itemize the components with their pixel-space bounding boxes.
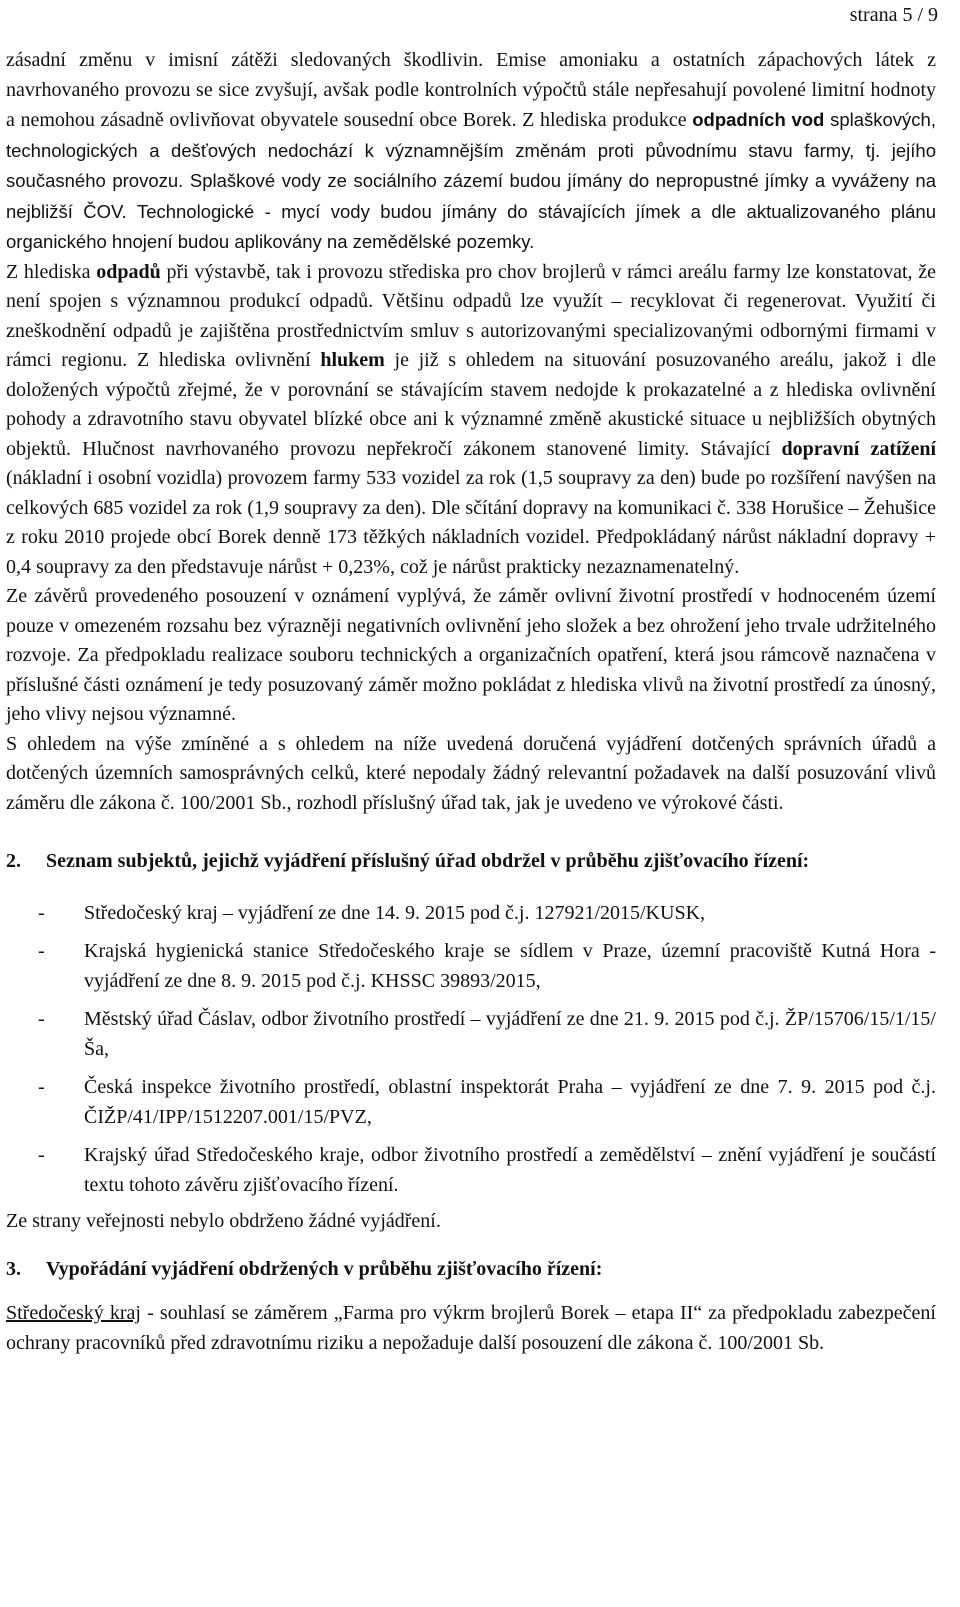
list-item-text: Krajský úřad Středočeského kraje, odbor životního prostředí a zemědělství – znění vyjádření je součástí textu tohoto závěru zjišťovacího řízení. bbox=[84, 1144, 936, 1196]
text-run: při výstavbě, tak i provozu střediska pro chov brojlerů v rámci areálu farmy lze konstatovat, že není spojen s významnou produkcí odpadů. Většinu odpadů lze využít – recyklovat či regenerovat. Využití či zneškodnění odpadů je zajištěna prostřednictvím smluv s autorizovanými specializovanými odbornými firmami v rámci regionu. Z hlediska ovlivnění bbox=[6, 260, 936, 371]
paragraph-emissions-wastewater bbox=[6, 46, 936, 258]
statements-list bbox=[6, 899, 936, 1201]
list-item bbox=[6, 1073, 936, 1132]
text-run: splaškových, technologických a dešťových nedochází k významnějším změnám proti původnímu stavu farmy, tj. jejího současného provozu. Splaškové vody ze sociálního zázemí budou jímány do nepropustné jímky a vyváženy na nejbližší ČOV. Technologické - mycí vody budou jímány do stávajících jímek a dle aktualizovaného plánu organického hnojení budou aplikovány na zemědělské pozemky. bbox=[6, 109, 936, 252]
list-item-text: Krajská hygienická stanice Středočeského kraje se sídlem v Praze, územní pracoviště Kutná Hora - vyjádření ze dne 8. 9. 2015 pod č.j. KHSSC 39893/2015, bbox=[84, 940, 936, 992]
list-item bbox=[6, 1141, 936, 1200]
keyword-noise: hlukem bbox=[320, 349, 385, 371]
keyword-waste-water: odpadních vod bbox=[692, 109, 825, 130]
document-body bbox=[6, 46, 936, 1358]
list-item bbox=[6, 899, 936, 929]
public-note: Ze strany veřejnosti nebylo obdrženo žádné vyjádření. bbox=[6, 1210, 441, 1232]
paragraph-waste-noise-traffic bbox=[6, 258, 936, 583]
list-dash: - bbox=[38, 940, 45, 962]
section-3-number: 3. bbox=[6, 1257, 21, 1280]
list-item-text: Středočeský kraj – vyjádření ze dne 14. 9. 2015 pod č.j. 127921/2015/KUSK, bbox=[84, 901, 706, 924]
text-run: je již s ohledem na situování posuzovaného areálu, jakož i dle doložených výpočtů zřejmé, že v porovnání se stávajícím stavem nedojde k prokazatelné a z hlediska ovlivnění pohody a zdravotního stavu obyvatel blízké obce ani k významné změně akustické situace u nejbližších obytných objektů. Hlučnost navrhovaného provozu nepřekročí zákonem stanovené limity. Stávající bbox=[6, 349, 937, 460]
keyword-waste: odpadů bbox=[96, 260, 161, 283]
section-3-heading bbox=[6, 1255, 936, 1285]
text-run: - souhlasí se záměrem „Farma pro výkrm brojlerů Borek – etapa II“ za předpokladu zabezpečení ochrany pracovníků před zdravotnímu riziku a nepožaduje další posouzení dle zákona č. 100/2001 Sb. bbox=[6, 1302, 936, 1354]
list-item-text: Česká inspekce životního prostředí, oblastní inspektorát Praha – vyjádření ze dne 7. 9. 2015 pod č.j. ČIŽP/41/IPP/1512207.001/15/PVZ, bbox=[84, 1076, 936, 1128]
section-2-number: 2. bbox=[6, 850, 21, 872]
section-3-title: Vypořádání vyjádření obdržených v průběhu zjišťovacího řízení: bbox=[46, 1257, 603, 1280]
list-item-text: Městský úřad Čáslav, odbor životního prostředí – vyjádření ze dne 21. 9. 2015 pod č.j. ŽP/15706/15/1/15/Ša, bbox=[84, 1008, 936, 1060]
section-2-heading bbox=[6, 847, 936, 877]
list-dash: - bbox=[38, 901, 45, 924]
keyword-traffic-load: dopravní zatížení bbox=[781, 437, 936, 460]
text-run: zásadní změnu v imisní zátěži sledovaných škodlivin. Emise amoniaku a ostatních zápachových látek z navrhovaného provozu se sice zvyšují, avšak podle kontrolních výpočtů stále nepřesahují povolené limitní hodnoty a nemohou zásadně ovlivňovat obyvatele sousední obce Borek. Z hlediska produkce bbox=[6, 49, 936, 131]
list-dash: - bbox=[38, 1008, 45, 1030]
list-dash: - bbox=[38, 1076, 45, 1098]
text-run: Z hlediska bbox=[6, 260, 97, 283]
paragraph-decision: S ohledem na výše zmíněné a s ohledem na níže uvedená doručená vyjádření dotčených správních úřadů a dotčených územních samosprávných celků, které nepodaly žádný relevantní požadavek na další posuzování vlivů záměru dle zákona č. 100/2001 Sb., rozhodl příslušný úřad tak, jak je uvedeno ve výrokové části. bbox=[6, 732, 936, 814]
section-2-title: Seznam subjektů, jejichž vyjádření příslušný úřad obdržel v průběhu zjišťovacího řízení: bbox=[46, 850, 810, 872]
subject-name: Středočeský kraj bbox=[6, 1302, 141, 1324]
list-item bbox=[6, 937, 936, 996]
paragraph-conclusions: Ze závěrů provedeného posouzení v oznámení vyplývá, že záměr ovlivní životní prostředí v hodnoceném území pouze v omezeném rozsahu bez výrazněji negativních ovlivnění jeho složek a bez ohrožení jeho trvale udržitelného rozvoje. Za předpokladu realizace souboru technických a organizačních opatření, která jsou rámcově naznačena v příslušné části oznámení je tedy posuzovaný záměr možno pokládat z hlediska vlivů na životní prostředí za únosný, jeho vlivy nejsou významné. bbox=[6, 585, 936, 725]
list-dash: - bbox=[38, 1144, 45, 1166]
page-number: strana 5 / 9 bbox=[849, 4, 938, 26]
list-item bbox=[6, 1005, 936, 1064]
paragraph-region-response bbox=[6, 1299, 936, 1358]
text-run: (nákladní i osobní vozidla) provozem farmy 533 vozidel za rok (1,5 soupravy za den) bude po rozšíření navýšen na celkových 685 vozidel za rok (1,9 soupravy za den). Dle sčítání dopravy na komunikaci č. 338 Horušice – Žehušice z roku 2010 projede obcí Borek denně 173 těžkých nákladních vozidel. Předpokládaný nárůst nákladní dopravy + 0,4 soupravy za den představuje nárůst + 0,23%, což je nárůst prakticky nezaznamenatelný. bbox=[6, 467, 936, 578]
